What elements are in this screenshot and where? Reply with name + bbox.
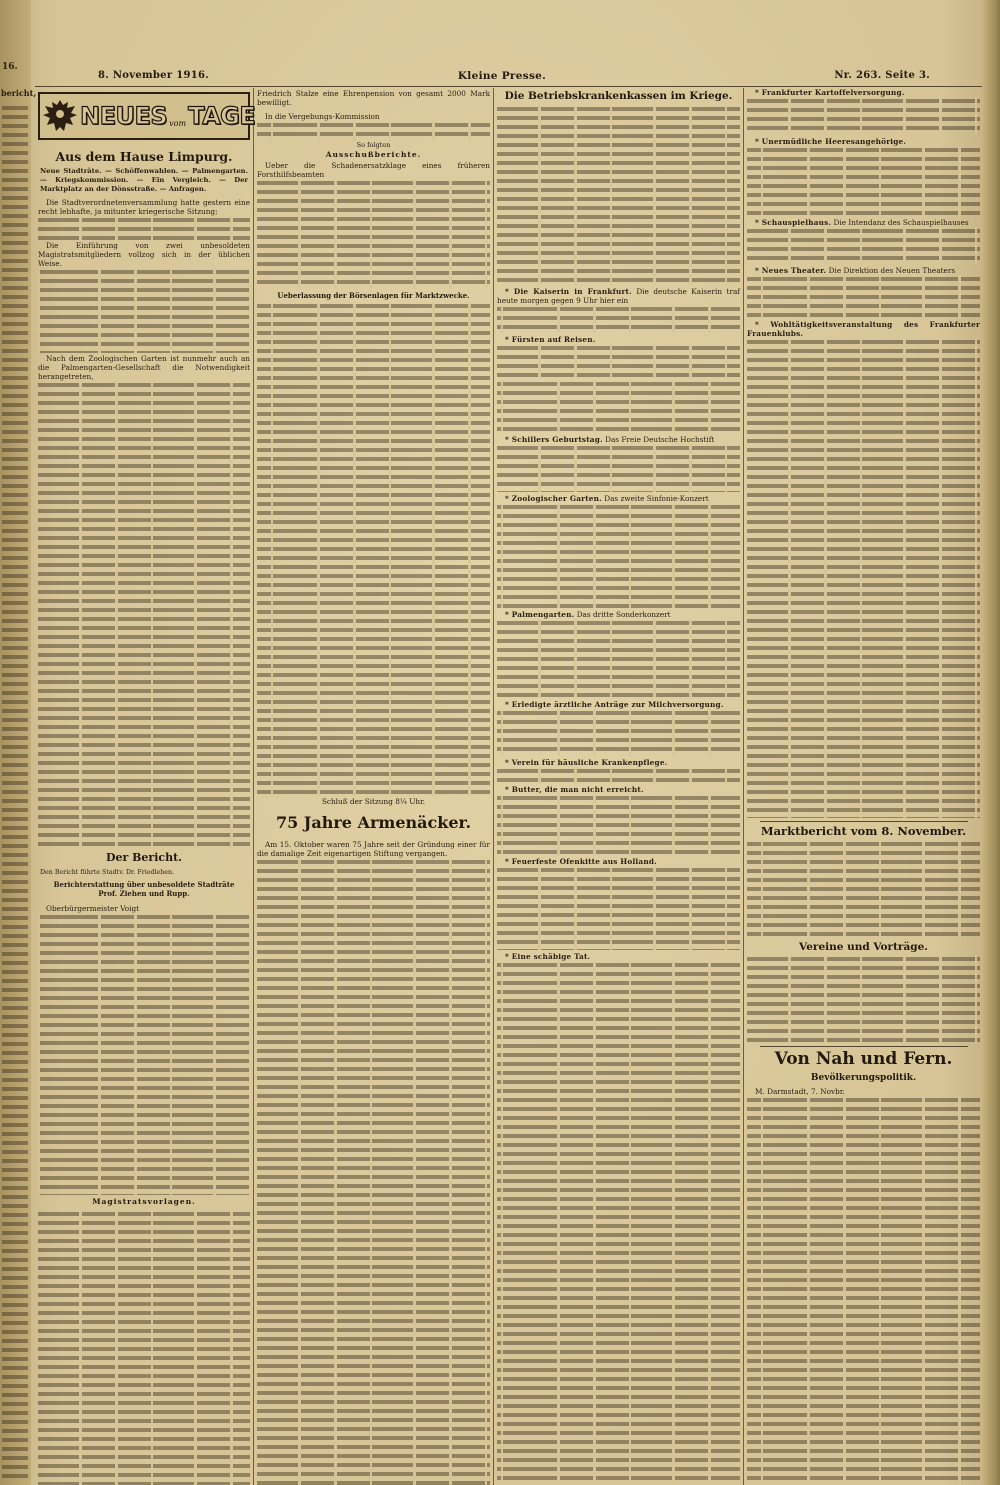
header-rule xyxy=(35,86,982,87)
item-text: Die deutsche Kaiserin traf heute morgen gegen 9 Uhr hier ein xyxy=(497,287,740,305)
news-item-butter xyxy=(497,785,740,855)
article-title-armenaecker: 75 Jahre Armenäcker. xyxy=(275,813,472,832)
section-rule xyxy=(760,1046,968,1047)
item-text: Die Intendanz des Schauspielhauses xyxy=(833,218,969,227)
item-heading: * Frankfurter Kartoffelversorgung. xyxy=(755,88,905,97)
article-body-limpurg-intro xyxy=(38,198,250,240)
paragraph-palmengarten: Nach dem Zoologischen Garten ist nunmehr auch an die Palmengarten-Gesellschaft die Notwendigkeit herangetreten, xyxy=(38,354,250,381)
section-heading-marktbericht: Marktbericht vom 8. November. xyxy=(760,824,967,838)
news-item-schaebige-tat xyxy=(497,952,740,1485)
column-rule xyxy=(253,88,254,1485)
illegible-text xyxy=(747,840,980,937)
illegible-text xyxy=(497,444,740,492)
illegible-text xyxy=(38,1210,250,1485)
item-text: Das Freie Deutsche Hochstift xyxy=(605,435,715,444)
paragraph-report: Oberbürgermeister Voigt xyxy=(46,904,140,913)
illegible-text xyxy=(38,381,250,848)
news-item-kartoffelversorgung xyxy=(747,88,980,135)
illegible-text xyxy=(38,216,250,240)
item-heading: * Verein für häusliche Krankenpflege. xyxy=(505,758,668,767)
paragraph-armenaecker: Am 15. Oktober waren 75 Jahre seit der Gründung einer für die damalige Zeit eigenartigen Stiftung vergangen. xyxy=(257,840,490,858)
section-heading-nah-und-fern: Von Nah und Fern. xyxy=(774,1049,953,1069)
news-item-frauenklub xyxy=(747,320,980,818)
article-body-limpurg-induction xyxy=(38,241,250,353)
neues-vom-tage-masthead xyxy=(38,92,256,140)
illegible-text xyxy=(257,121,490,141)
news-item-unreadable xyxy=(497,380,740,433)
previous-page-strip xyxy=(0,0,37,1485)
eagle-emblem-icon xyxy=(40,96,80,136)
news-item-neues-theater xyxy=(747,266,980,318)
illegible-text xyxy=(497,380,740,433)
news-item-fuersten xyxy=(497,335,740,378)
article-body-armenaecker xyxy=(257,840,490,1485)
item-heading: * Fürsten auf Reisen. xyxy=(505,335,596,344)
section-heading-bevoelkerungspolitik: Bevölkerungspolitik. xyxy=(810,1073,917,1083)
paragraph-intro: Die Stadtverordnetenversammlung hatte gestern eine recht lebhafte, ja mitunter kriegerische Sitzung; xyxy=(38,198,250,216)
section-heading-magistratsvorlagen: Magistratsvorlagen. xyxy=(92,1197,196,1206)
paragraph-pension: Friedrich Stalze eine Ehrenpension von gesamt 2000 Mark bewilligt. xyxy=(257,89,490,107)
news-item-zoo xyxy=(497,494,740,608)
illegible-text xyxy=(497,344,740,378)
section-rule xyxy=(760,821,968,822)
item-heading: * Eine schäbige Tat. xyxy=(505,952,591,961)
illegible-text xyxy=(497,961,740,1485)
illegible-text xyxy=(2,104,28,1479)
illegible-text xyxy=(747,955,980,1043)
illegible-text xyxy=(38,913,250,1195)
item-heading: * Palmengarten. xyxy=(505,610,575,619)
session-end-note: Schluß der Sitzung 8¼ Uhr. xyxy=(321,797,426,806)
paragraph-commission: In die Vergebungs-Kommission xyxy=(265,112,380,121)
illegible-text xyxy=(747,227,980,264)
vereine-body xyxy=(747,955,980,1043)
illegible-text xyxy=(497,619,740,698)
item-heading: * Butter, die man nicht erreicht. xyxy=(505,785,644,794)
paragraph-induction: Die Einführung von zwei unbesoldeten Magistratsmitgliedern vollzog sich in der üblichen Weise. xyxy=(38,241,250,268)
item-heading: * Schillers Geburtstag. xyxy=(505,435,603,444)
section-heading-ausschussberichte: Ausschußberichte. xyxy=(325,150,422,159)
boersenlagen-body xyxy=(257,302,490,796)
illegible-text xyxy=(257,858,490,1485)
news-item-schiller xyxy=(497,435,740,492)
report-subheading: Berichterstattung über unbesoldete Stadträte Prof. Ziehen und Rupp. xyxy=(53,880,235,898)
item-heading: * Zoologischer Garten. xyxy=(505,494,602,503)
news-item-palmengarten xyxy=(497,610,740,698)
article-title-betriebskrankenkassen: Die Betriebskrankenkassen im Kriege. xyxy=(504,90,733,102)
previous-page-text xyxy=(2,104,28,1479)
illegible-text xyxy=(497,503,740,608)
item-heading: * Wohltätigkeitsveranstaltung des Frankfurter Frauenklubs. xyxy=(747,320,980,338)
illegible-text xyxy=(497,305,740,333)
news-item-schauspielhaus xyxy=(747,218,980,264)
item-text: Das dritte Sonderkonzert xyxy=(576,610,671,619)
paragraph-committee: Ueber die Schadenersatzklage eines früheren Forsthilfsbeamten xyxy=(257,161,490,179)
article-subtitle-limpurg: Neue Stadträte. — Schöffenwahlen. — Palmengarten. — Kriegskommission. — Ein Vergleich. — Der Marktplatz an der Dönsstraße. — Anfragen. xyxy=(40,167,248,193)
article-body-betriebskrankenkassen xyxy=(497,105,740,285)
previous-page-word: bericht, xyxy=(1,88,37,98)
item-text: Die Direktion des Neuen Theaters xyxy=(828,266,956,275)
illegible-text xyxy=(497,709,740,756)
page-edge-shadow xyxy=(982,0,1000,1485)
column-rule xyxy=(743,88,744,1485)
proposals-body xyxy=(38,1210,250,1485)
commission-paragraph xyxy=(257,112,490,141)
pension-paragraph xyxy=(257,89,490,111)
illegible-text xyxy=(257,179,490,289)
report-body xyxy=(38,904,250,1195)
item-heading: * Die Kaiserin in Frankfurt. xyxy=(505,287,632,296)
paragraph-darmstadt: M. Darmstadt, 7. Novbr. xyxy=(755,1087,845,1096)
issue-date: 8. November 1916. xyxy=(98,70,210,81)
section-heading-boersenlagen: Ueberlassung der Börsenlagen für Marktzwecke. xyxy=(277,291,470,300)
item-heading: * Neues Theater. xyxy=(755,266,827,275)
illegible-text xyxy=(257,302,490,796)
illegible-text xyxy=(747,97,980,135)
section-heading-bericht: Der Bericht. xyxy=(105,851,183,864)
news-item-krankenpflege xyxy=(497,758,740,783)
previous-page-number: 16. xyxy=(2,62,18,72)
masthead-word-neues: NEUES xyxy=(80,102,168,130)
masthead-word-vom: vom xyxy=(169,118,187,128)
committee-body xyxy=(257,161,490,289)
item-text: Das zweite Sinfonie-Konzert xyxy=(604,494,709,503)
issue-number: Nr. 263. Seite 3. xyxy=(834,70,930,81)
article-title-limpurg: Aus dem Hause Limpurg. xyxy=(55,149,233,164)
followed-note: So folgten xyxy=(356,141,391,149)
item-heading: * Feuerfeste Ofenkitte aus Holland. xyxy=(505,857,657,866)
news-item-milchversorgung xyxy=(497,700,740,756)
illegible-text xyxy=(747,1096,980,1485)
news-item-heeresangehoerige xyxy=(747,137,980,216)
item-heading: * Schauspielhaus. xyxy=(755,218,832,227)
illegible-text xyxy=(747,338,980,818)
section-heading-vereine: Vereine und Vorträge. xyxy=(799,941,928,953)
illegible-text xyxy=(747,146,980,216)
report-note: Den Bericht führte Stadtv. Dr. Friedleben. xyxy=(40,869,175,876)
illegible-text xyxy=(497,767,740,783)
article-body-limpurg-palmengarten xyxy=(38,354,250,848)
illegible-text xyxy=(747,275,980,318)
newspaper-name: Kleine Presse. xyxy=(457,70,547,82)
bevoelkerungspolitik-body xyxy=(747,1087,980,1485)
illegible-text xyxy=(497,866,740,950)
news-item-kaiserin xyxy=(497,287,740,333)
item-heading: * Unermüdliche Heeresangehörige. xyxy=(755,137,907,146)
column-rule xyxy=(493,88,494,1485)
marktbericht-body xyxy=(747,840,980,937)
illegible-text xyxy=(38,268,250,353)
masthead-word-tage: TAGE xyxy=(188,102,256,130)
item-heading: * Erledigte ärztliche Anträge zur Milchversorgung. xyxy=(505,700,724,709)
illegible-text xyxy=(497,105,740,285)
news-item-ofenkitte xyxy=(497,857,740,950)
illegible-text xyxy=(497,794,740,855)
